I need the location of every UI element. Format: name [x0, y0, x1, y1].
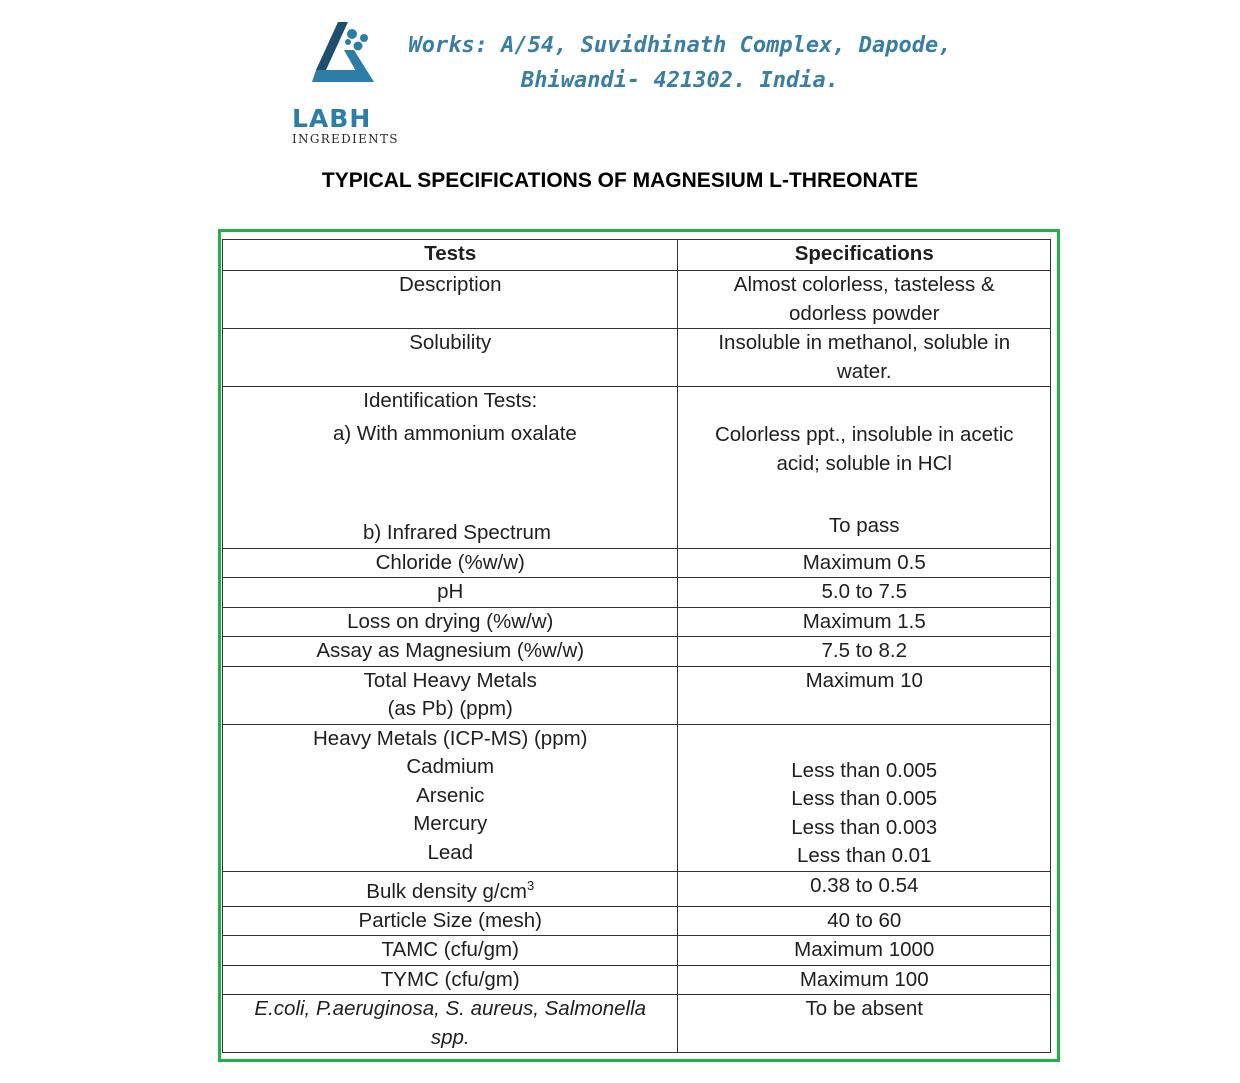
- table-row: [223, 871, 1051, 906]
- logo-mark-icon: [308, 20, 388, 84]
- logo-wordmark: LABH: [292, 104, 372, 133]
- test-cell: Solubility: [223, 329, 678, 387]
- header-specifications: Specifications: [678, 240, 1051, 271]
- table-row: [223, 387, 1051, 549]
- test-cell: Description: [223, 271, 678, 329]
- test-cell: Total Heavy Metals (as Pb) (ppm): [223, 666, 678, 724]
- spec-cell: Almost colorless, tasteless & odorless powder: [678, 271, 1051, 329]
- table-row: [223, 329, 1051, 387]
- test-cell: Particle Size (mesh): [223, 906, 678, 936]
- table-row: [223, 271, 1051, 329]
- test-cell: pH: [223, 578, 678, 608]
- superscript: 3: [526, 877, 535, 893]
- company-address: [395, 28, 965, 98]
- table-row: [223, 906, 1051, 936]
- spec-cell: Insoluble in methanol, soluble in water.: [678, 329, 1051, 387]
- spec-cell: Colorless ppt., insoluble in acetic acid; soluble in HCl To pass: [678, 387, 1051, 549]
- spec-cell: 7.5 to 8.2: [678, 637, 1051, 667]
- table-row: [223, 666, 1051, 724]
- table-row: [223, 578, 1051, 608]
- spec-cell: Maximum 0.5: [678, 548, 1051, 578]
- logo-subtitle: INGREDIENTS: [292, 132, 399, 146]
- spec-cell: Maximum 1000: [678, 936, 1051, 966]
- test-cell: Chloride (%w/w): [223, 548, 678, 578]
- header-tests: Tests: [223, 240, 678, 271]
- document-title: TYPICAL SPECIFICATIONS OF MAGNESIUM L-THREONATE: [321, 169, 919, 192]
- table-row: [223, 936, 1051, 966]
- company-logo: [290, 20, 405, 146]
- address-line-2: Bhiwandi- 421302. India.: [521, 68, 839, 93]
- spec-cell: Less than 0.005 Less than 0.005 Less than 0.003 Less than 0.01: [678, 724, 1051, 871]
- table-row: [223, 548, 1051, 578]
- test-cell: Assay as Magnesium (%w/w): [223, 637, 678, 667]
- spec-cell: 40 to 60: [678, 906, 1051, 936]
- table-header-row: [223, 240, 1051, 271]
- table-row: [223, 965, 1051, 995]
- test-cell: E.coli, P.aeruginosa, S. aureus, Salmonella spp.: [223, 995, 678, 1053]
- test-cell: Identification Tests: a) With ammonium oxalate b) Infrared Spectrum: [223, 387, 678, 549]
- specification-table: [222, 239, 1051, 1053]
- table-row: [223, 637, 1051, 667]
- spec-cell: Maximum 100: [678, 965, 1051, 995]
- test-cell: TAMC (cfu/gm): [223, 936, 678, 966]
- test-cell: Loss on drying (%w/w): [223, 607, 678, 637]
- address-line-1: Works: A/54, Suvidhinath Complex, Dapode,: [408, 33, 952, 58]
- table-row: [223, 995, 1051, 1053]
- spec-cell: 0.38 to 0.54: [678, 871, 1051, 906]
- spec-cell: To be absent: [678, 995, 1051, 1053]
- spec-cell: Maximum 10: [678, 666, 1051, 724]
- test-cell: Heavy Metals (ICP-MS) (ppm) Cadmium Arsenic Mercury Lead: [223, 724, 678, 871]
- test-cell: TYMC (cfu/gm): [223, 965, 678, 995]
- table-row: [223, 724, 1051, 871]
- spec-cell: 5.0 to 7.5: [678, 578, 1051, 608]
- table-row: [223, 607, 1051, 637]
- spec-cell: Maximum 1.5: [678, 607, 1051, 637]
- test-cell: Bulk density $g/cm^3$: [223, 871, 678, 906]
